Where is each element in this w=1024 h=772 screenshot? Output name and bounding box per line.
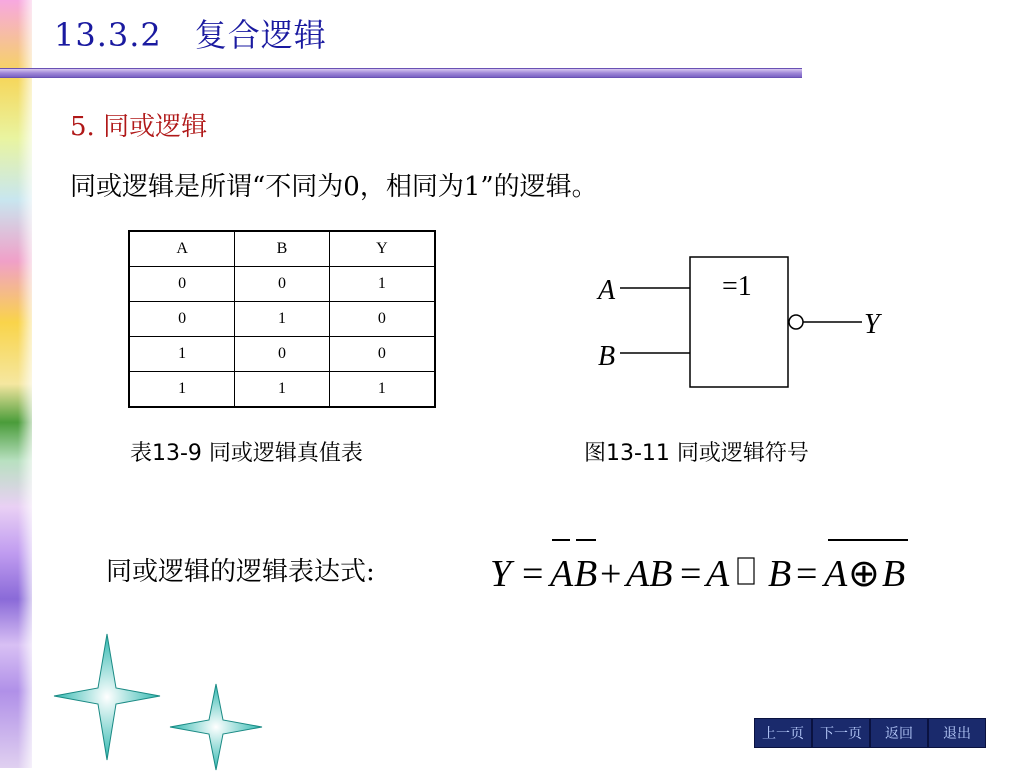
expr-b-bar: B — [574, 553, 598, 595]
table-cell: 0 — [129, 267, 235, 302]
prev-page-button[interactable]: 上一页 — [754, 718, 812, 748]
next-page-button[interactable]: 下一页 — [812, 718, 870, 748]
expr-a-bar: A — [550, 553, 574, 595]
expr-plus: + — [600, 553, 622, 595]
table-cell: 0 — [329, 337, 435, 372]
sparkle-icon — [168, 682, 264, 772]
title-underline-bar — [0, 68, 802, 78]
table-row — [129, 337, 435, 372]
exit-button[interactable]: 退出 — [928, 718, 986, 748]
gate-input-b-label: B — [598, 341, 616, 372]
sparkle-icon — [52, 632, 162, 762]
table-cell: 1 — [129, 337, 235, 372]
expr-a-2: A — [706, 553, 730, 595]
table-cell: 0 — [129, 302, 235, 337]
table-cell: 0 — [329, 302, 435, 337]
gate-symbol-label: =1 — [722, 271, 752, 302]
table-cell: 0 — [235, 337, 329, 372]
expr-xor: ⊕ — [848, 553, 880, 595]
page-title: 13.3.2 复合逻辑 — [54, 16, 327, 54]
expr-y: Y — [490, 553, 512, 595]
table-cell: 1 — [329, 267, 435, 302]
table-cell: 1 — [329, 372, 435, 408]
table-header-cell: A — [129, 231, 235, 267]
table-row — [129, 267, 435, 302]
decorative-side-strip — [0, 0, 32, 768]
table-row — [129, 302, 435, 337]
logic-expression — [484, 520, 924, 600]
table-header-row — [129, 231, 435, 267]
expr-ab: AB — [626, 553, 673, 595]
expr-b-2: B — [768, 553, 792, 595]
gate-input-a-label: A — [598, 275, 616, 306]
expr-eq-3: = — [796, 553, 818, 595]
table-caption: 表13-9 同或逻辑真值表 — [130, 441, 363, 466]
table-cell: 1 — [235, 302, 329, 337]
gate-output-label: Y — [864, 309, 880, 340]
table-header-cell: Y — [329, 231, 435, 267]
expression-label: 同或逻辑的逻辑表达式: — [106, 557, 375, 587]
table-row — [129, 372, 435, 408]
table-cell: 0 — [235, 267, 329, 302]
expr-missing-glyph-box — [738, 558, 754, 584]
expr-eq-1: = — [522, 553, 544, 595]
table-header-cell: B — [235, 231, 329, 267]
definition-text: 同或逻辑是所谓“不同为0，相同为1”的逻辑。 — [70, 172, 598, 202]
table-cell: 1 — [235, 372, 329, 408]
back-button[interactable]: 返回 — [870, 718, 928, 748]
table-cell: 1 — [129, 372, 235, 408]
expr-a-3: A — [824, 553, 848, 595]
section-heading: 5. 同或逻辑 — [70, 112, 208, 142]
truth-table — [128, 230, 436, 408]
expr-b-3: B — [882, 553, 906, 595]
expr-eq-2: = — [680, 553, 702, 595]
figure-caption: 图13-11 同或逻辑符号 — [584, 441, 809, 466]
xnor-gate-symbol — [590, 245, 890, 405]
